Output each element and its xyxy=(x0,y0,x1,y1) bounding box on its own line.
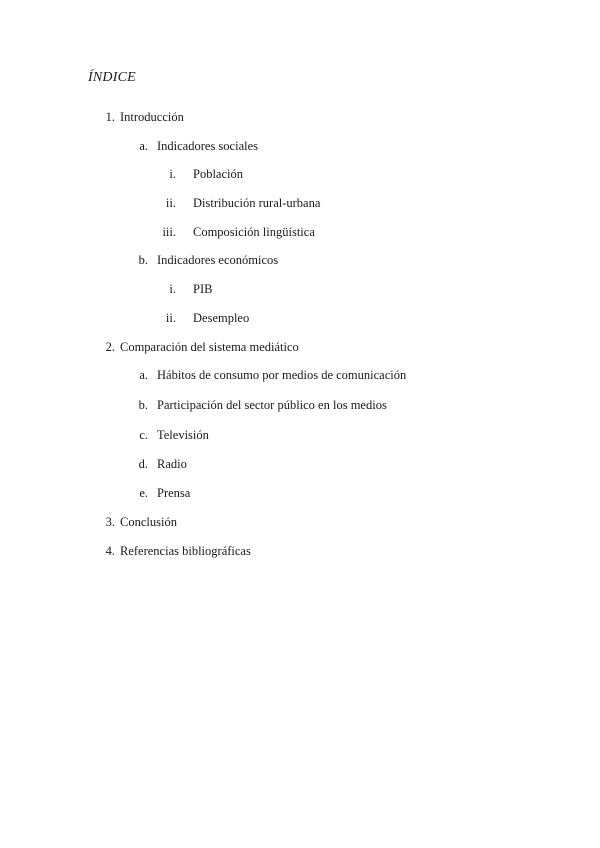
toc-number: ii. xyxy=(165,311,176,325)
toc-number: 4. xyxy=(105,544,115,558)
toc-label: Indicadores económicos xyxy=(157,253,279,267)
toc-label: Indicadores sociales xyxy=(157,139,259,153)
toc-label: Referencias bibliográficas xyxy=(120,544,251,558)
toc-number: e. xyxy=(139,486,148,500)
toc-number: 3. xyxy=(105,515,115,529)
toc-number: ii. xyxy=(165,196,176,210)
toc-number: b. xyxy=(138,253,148,267)
toc-label: Hábitos de consumo por medios de comunicación xyxy=(157,368,407,382)
toc-label: Comparación del sistema mediático xyxy=(120,340,299,354)
index-title: ÍNDICE xyxy=(88,70,136,85)
toc-number: 2. xyxy=(105,340,115,354)
toc-number: i. xyxy=(169,167,176,181)
toc-number: b. xyxy=(138,398,148,412)
toc-label: Prensa xyxy=(157,486,191,500)
toc-number: d. xyxy=(138,457,148,471)
toc-label: Población xyxy=(193,167,243,181)
toc-label: Participación del sector público en los medios xyxy=(157,398,387,412)
toc-number: iii. xyxy=(162,225,176,239)
toc-label: PIB xyxy=(193,282,213,296)
toc-label: Televisión xyxy=(157,428,209,442)
toc-label: Radio xyxy=(157,457,187,471)
toc-number: i. xyxy=(169,282,176,296)
toc-number: 1. xyxy=(105,110,115,124)
toc-label: Distribución rural-urbana xyxy=(193,196,321,210)
toc-label: Composición lingüística xyxy=(193,225,315,239)
toc-label: Introducción xyxy=(120,110,184,124)
toc-number: a. xyxy=(139,139,148,153)
toc-label: Desempleo xyxy=(193,311,250,325)
toc-number: a. xyxy=(139,368,148,382)
toc-number: c. xyxy=(139,428,148,442)
toc-label: Conclusión xyxy=(120,515,177,529)
